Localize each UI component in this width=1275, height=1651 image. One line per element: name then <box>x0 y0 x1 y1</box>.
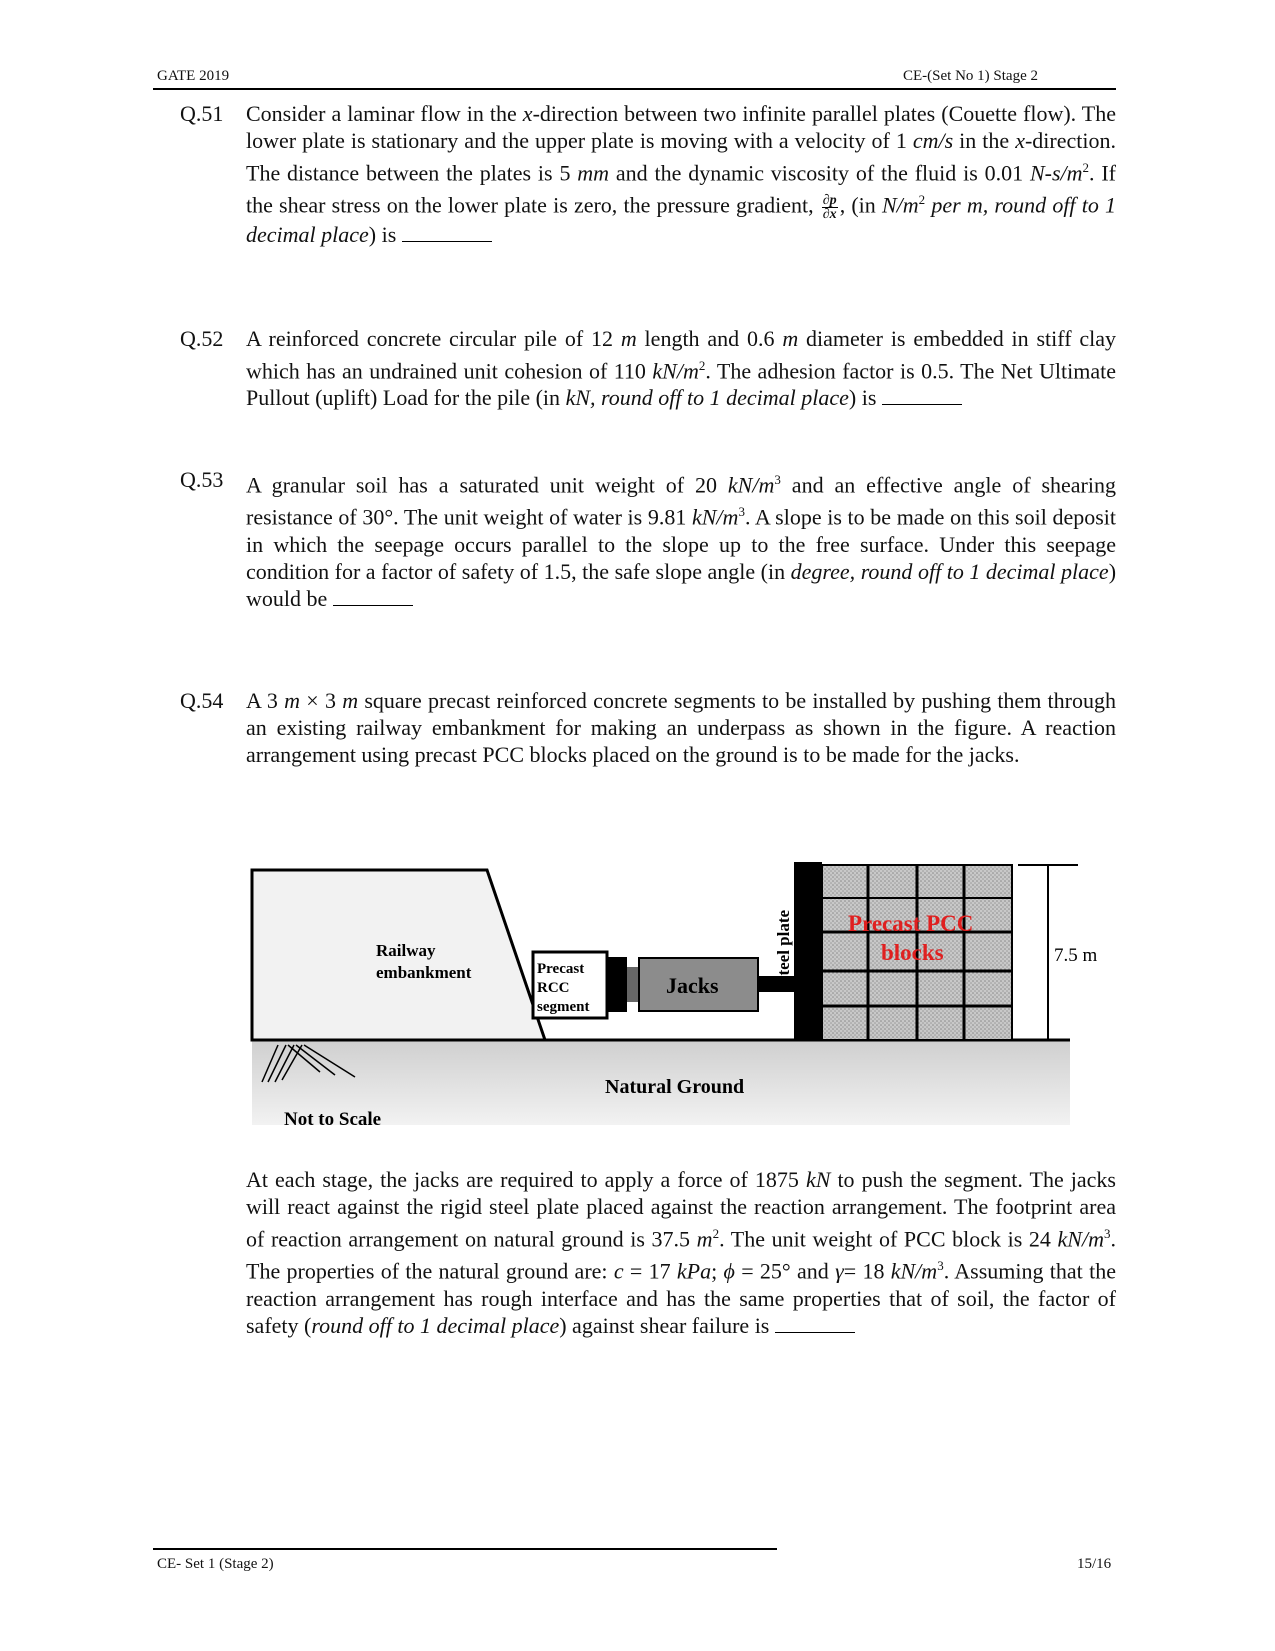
steel-plate <box>794 862 822 1040</box>
answer-blank[interactable] <box>775 1331 855 1333</box>
steel-plate-label: Steel plate <box>774 909 793 985</box>
footer-set-label: CE- Set 1 (Stage 2) <box>157 1556 274 1572</box>
segment-label-line3: segment <box>537 999 590 1015</box>
question-text: Consider a laminar flow in the x-direction between two infinite parallel plates (Couette flow). The lower plate is stationary and the upper plate is moving with a velocity of 1 cm/s in the x-direction. The distance between the plates is 5 mm and the dynamic viscosity of the fluid is 0.01 $N-s/m^2$. If the shear stress on the lower plate is zero, the pressure gradient, $\frac{\partial p}{\partial x}$ , (in $N/m^2$ per m, round off to 1 decimal place) is <box>246 101 1116 248</box>
pcc-label-line2: blocks <box>881 940 944 965</box>
not-to-scale-note: Not to Scale <box>284 1109 382 1130</box>
embankment-label-line2: embankment <box>376 963 472 982</box>
natural-ground-label: Natural Ground <box>605 1076 745 1098</box>
question-text: A granular soil has a saturated unit weight of 20 $kN/m^3$ and an effective angle of shearing resistance of 30°. The unit weight of water is 9.81 $kN/m^3$. A slope is to be made on this soil deposit in which the seepage occurs parallel to the slope up to the free surface. Under this seepage condition for a factor of safety of 1.5, the safe slope angle (in degree, round off to 1 decimal place) would be <box>246 472 1117 611</box>
jacks-label: Jacks <box>666 973 719 998</box>
question-text-continued: At each stage, the jacks are required to apply a force of 1875 kN to push the segment. The jacks will react against the rigid steel plate placed against the reaction arrangement. The footprint area of reaction arrangement on natural ground is 37.5 $m^2$. The unit weight of PCC block is 24 $kN/m^3$. The properties of the natural ground are: c = 17 kPa; ϕ = 25° and γ= 18 $kN/m^3$. Assuming that the reaction arrangement has rough interface and has the same properties that of soil, the factor of safety (round off to 1 decimal place) against shear failure is <box>246 1167 1116 1338</box>
footer-page-number: 15/16 <box>1077 1556 1112 1572</box>
segment-label-line1: Precast <box>537 961 585 977</box>
header-exam-name: GATE 2019 <box>157 68 230 84</box>
footer-rule <box>153 1548 777 1550</box>
embankment-label-line1: Railway <box>376 941 436 960</box>
segment-label-line2: RCC <box>537 980 570 996</box>
height-label: 7.5 m <box>1054 945 1098 966</box>
question-text: A 3 m × 3 m square precast reinforced concrete segments to be installed by pushing them through an existing railway embankment for making an underpass as shown in the figure. A reaction arrangement using precast PCC blocks placed on the ground is to be made for the jacks. <box>246 688 1116 767</box>
header-paper-code: CE-(Set No 1) Stage 2 <box>903 68 1038 84</box>
jack-spacer <box>627 967 639 1002</box>
question-number: Q.51 <box>180 101 224 126</box>
question-text: A reinforced concrete circular pile of 12 m length and 0.6 m diameter is embedded in stiff clay which has an undrained unit cohesion of 110 $kN/m^2$. The adhesion factor is 0.5. The Net Ultimate Pullout (uplift) Load for the pile (in kN, round off to 1 decimal place) is <box>246 326 1116 411</box>
pressure-gradient-fraction: $\frac{\partial p}{\partial x}$ <box>822 193 837 223</box>
question-number: Q.54 <box>180 688 224 713</box>
question-number: Q.53 <box>180 467 224 492</box>
pcc-label-line1: Precast PCC <box>848 911 974 936</box>
jack-base-block <box>607 957 627 1012</box>
question-number: Q.52 <box>180 326 224 351</box>
